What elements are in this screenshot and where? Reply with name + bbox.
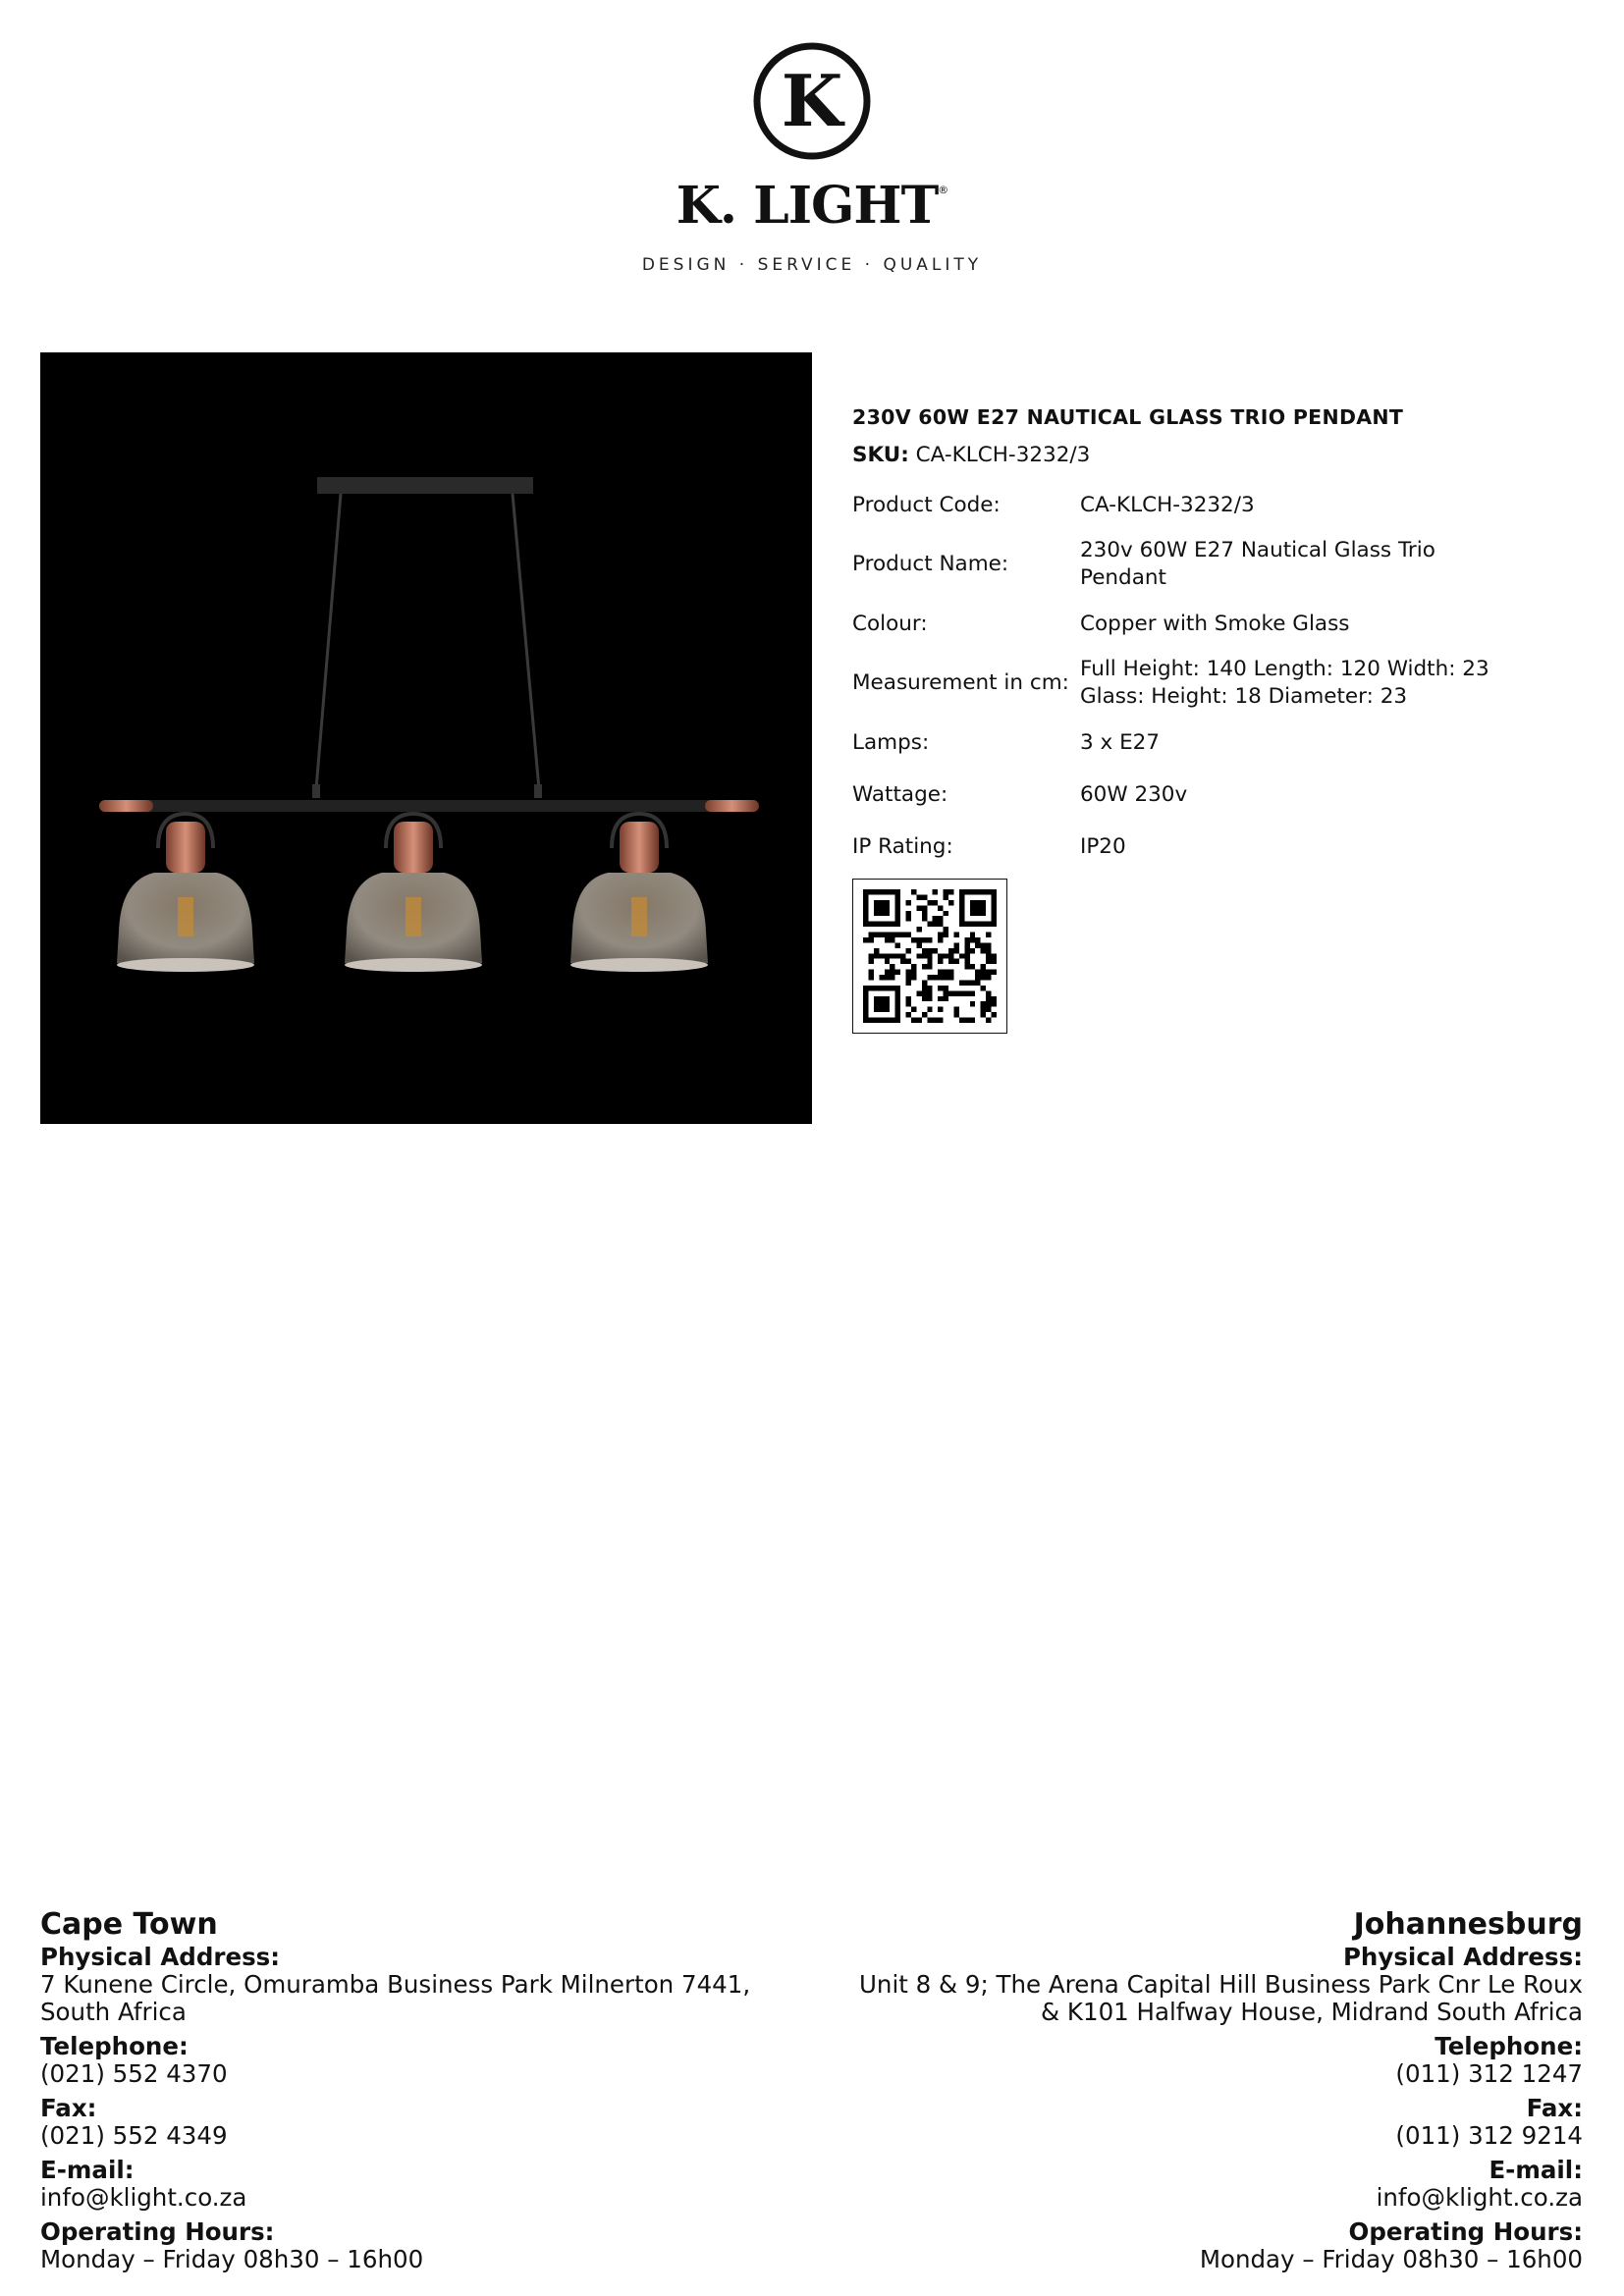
fax-number: (011) 312 9214 [1395,2121,1583,2150]
qr-code [852,879,1007,1034]
spec-row [852,531,1502,598]
spec-value: 230v 60W E27 Nautical Glass Trio Pendant [1080,538,1435,590]
spec-label: Colour: [852,611,928,636]
spec-label: Lamps: [852,729,930,755]
brand-tagline: DESIGN · SERVICE · QUALITY [641,255,983,275]
spec-row [852,650,1502,717]
operating-hours: Monday – Friday 08h30 – 16h00 [1199,2245,1583,2273]
office-city: Cape Town [40,1907,218,1942]
product-title: 230V 60W E27 NAUTICAL GLASS TRIO PENDANT [852,405,1404,429]
address-label: Physical Address: [40,1943,281,1971]
logo-letter: K [781,59,843,142]
fax-label: Fax: [40,2094,97,2122]
pendant-lamp-image [40,352,812,1124]
registered-mark: ® [938,184,948,196]
spec-label: Product Name: [852,552,1009,576]
brand-header [0,41,1624,275]
phone-number: (021) 552 4370 [40,2059,228,2088]
hours-label: Operating Hours: [1348,2217,1583,2246]
phone-label: Telephone: [1435,2032,1583,2060]
fax-label: Fax: [1526,2094,1583,2122]
spec-row [852,769,1502,821]
address-line: Unit 8 & 9; The Arena Capital Hill Business Park Cnr Le Roux [858,1970,1583,1999]
spec-row [852,479,1502,531]
address-line: South Africa [40,1998,187,2026]
email-label: E-mail: [40,2156,135,2184]
spec-value: CA-KLCH-3232/3 [1080,492,1255,517]
phone-number: (011) 312 1247 [1395,2059,1583,2088]
address-label: Physical Address: [1342,1943,1583,1971]
office-johannesburg [797,1908,1583,2273]
product-specs [852,405,1540,1034]
measurement-line: Glass: Height: 18 Diameter: 23 [1080,684,1408,709]
spec-label: Wattage: [852,781,948,807]
product-photo [40,352,812,1124]
k-logo-icon [752,41,872,161]
spec-label: Product Code: [852,492,1001,517]
email-address: info@klight.co.za [1376,2183,1583,2212]
office-cape-town [40,1908,826,2273]
spec-row [852,717,1502,769]
spec-label: IP Rating: [852,833,953,859]
operating-hours: Monday – Friday 08h30 – 16h00 [40,2245,424,2273]
office-city: Johannesburg [1353,1907,1583,1942]
sku-value: CA-KLCH-3232/3 [915,443,1091,467]
sku-line [852,443,1540,467]
spec-value: IP20 [1080,833,1126,859]
address-line: 7 Kunene Circle, Omuramba Business Park Milnerton 7441, [40,1970,751,1999]
fax-number: (021) 552 4349 [40,2121,228,2150]
spec-value: 60W 230v [1080,781,1188,807]
measurement-line: Full Height: 140 Length: 120 Width: 23 [1080,657,1489,681]
hours-label: Operating Hours: [40,2217,275,2246]
brand-name-text: K. LIGHT [676,176,939,236]
spec-table [852,479,1502,873]
spec-label: Measurement in cm: [852,670,1069,695]
email-label: E-mail: [1489,2156,1583,2184]
brand-name [0,176,1624,236]
qr-code-icon [863,889,997,1023]
sku-label: SKU: [852,443,909,467]
spec-value: Copper with Smoke Glass [1080,611,1350,636]
spec-value [1080,650,1502,717]
email-address: info@klight.co.za [40,2183,247,2212]
spec-value: 3 x E27 [1080,729,1161,755]
spec-row [852,598,1502,650]
address-line: & K101 Halfway House, Midrand South Africa [1041,1998,1583,2026]
phone-label: Telephone: [40,2032,189,2060]
spec-row [852,821,1502,873]
